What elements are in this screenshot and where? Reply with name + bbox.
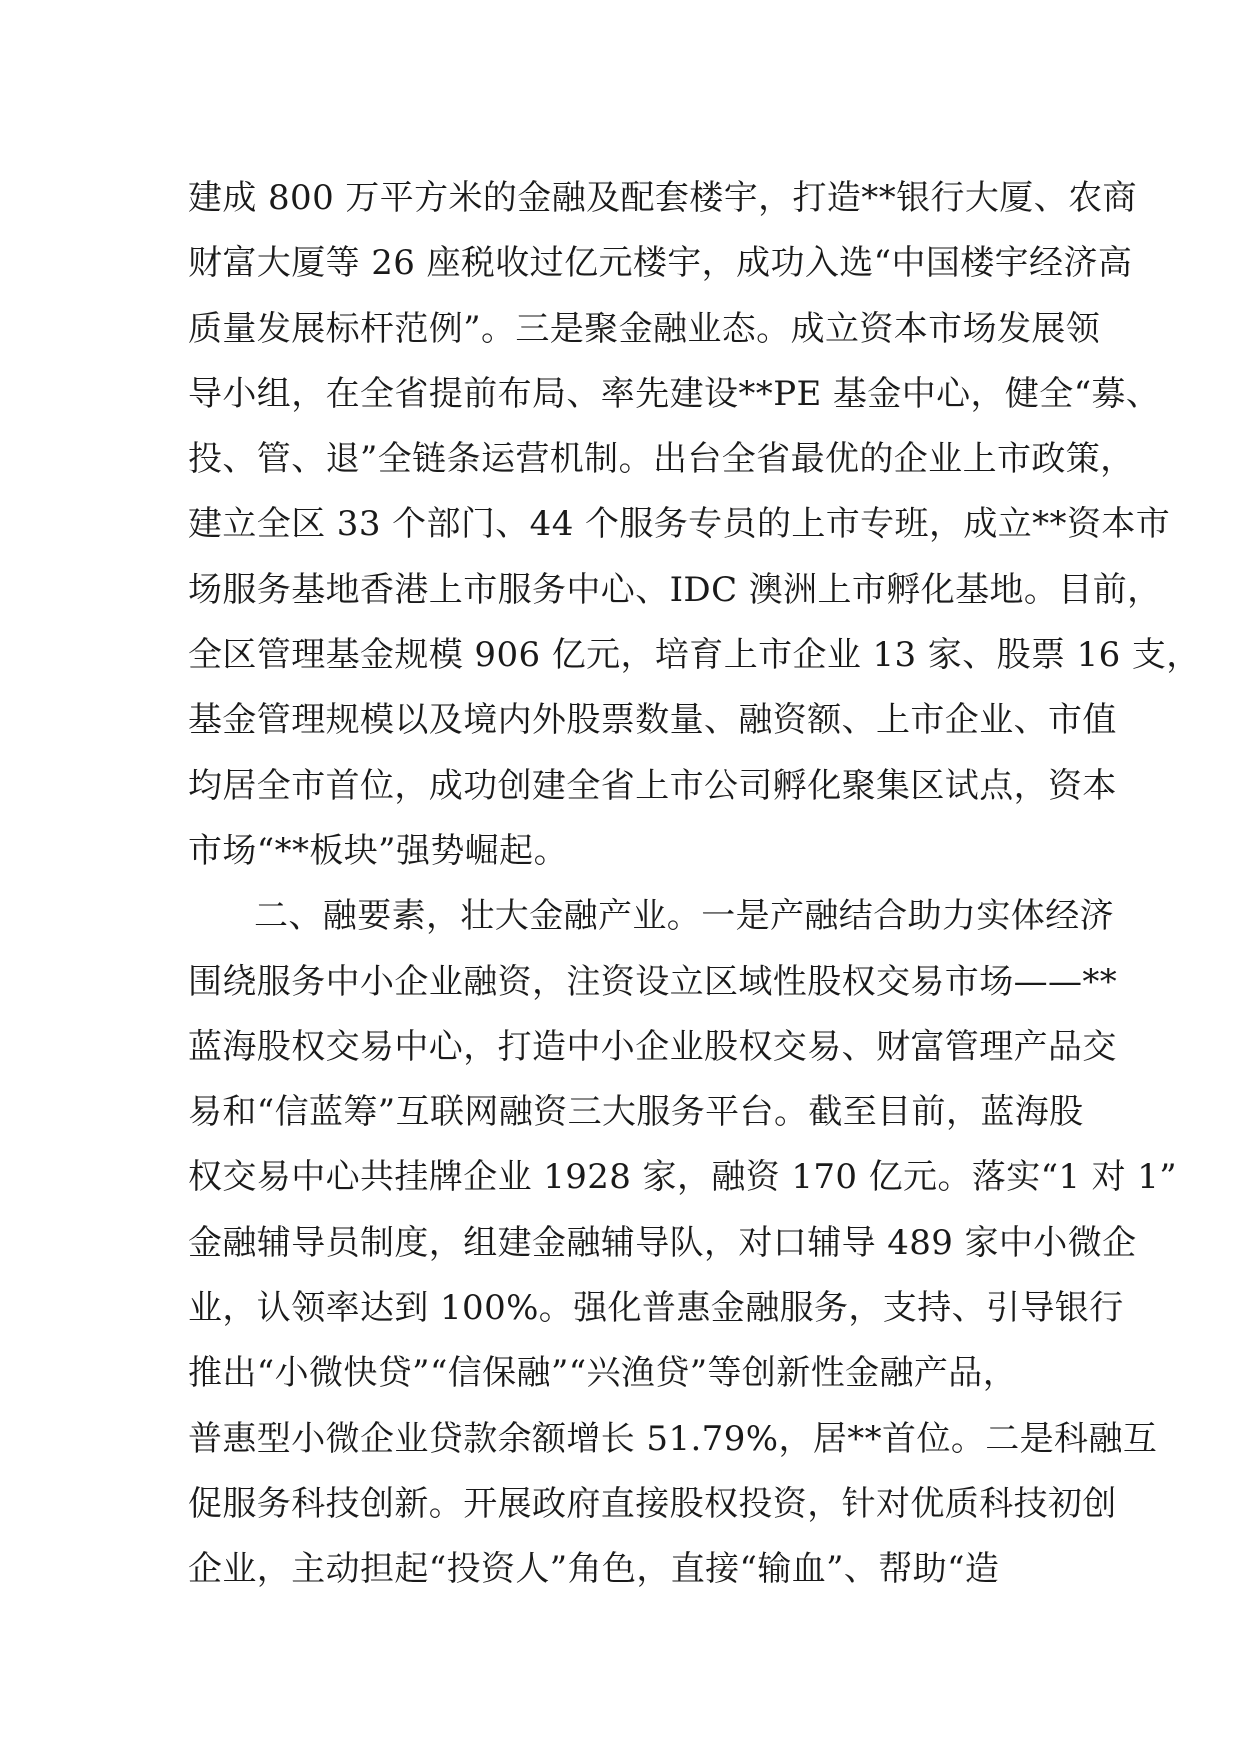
text-line: 业，认领率达到 100%。强化普惠金融服务，支持、引导银行 [188,1288,1124,1329]
text-line: 推出“小微快贷”“信保融”“兴渔贷”等创新性金融产品， [188,1353,1018,1394]
text-line: 市场“**板块”强势崛起。 [188,830,568,871]
text-line: 普惠型小微企业贷款余额增长 51.79%，居**首位。二是科融互 [188,1418,1158,1459]
text-line: 全区管理基金规模 906 亿元，培育上市企业 13 家、股票 16 支， [188,635,1201,676]
text-line: 场服务基地香港上市服务中心、IDC 澳洲上市孵化基地。目前， [188,569,1162,610]
text-line: 建立全区 33 个部门、44 个服务专员的上市专班，成立**资本市 [188,504,1171,545]
text-line: 金融辅导员制度，组建金融辅导队，对口辅导 489 家中小微企 [188,1222,1137,1263]
text-line: 促服务科技创新。开展政府直接股权投资，针对优质科技初创 [188,1483,1117,1524]
text-line: 围绕服务中小企业融资，注资设立区域性股权交易市场——** [188,961,1118,1002]
text-line: 权交易中心共挂牌企业 1928 家，融资 170 亿元。落实“1 对 1” [188,1157,1178,1198]
text-line: 均居全市首位，成功创建全省上市公司孵化聚集区试点，资本 [188,765,1117,806]
text-line: 建成 800 万平方米的金融及配套楼宇，打造**银行大厦、农商 [188,178,1137,218]
text-line: 易和“信蓝筹”互联网融资三大服务平台。截至目前，蓝海股 [188,1092,1084,1133]
section-heading-line: 二、融要素，壮大金融产业。一是产融结合助力实体经济 [254,896,1114,937]
text-line: 投、管、退”全链条运营机制。出台全省最优的企业上市政策， [188,439,1135,480]
document-body [188,166,1201,1603]
text-line: 导小组，在全省提前布局、率先建设**PE 基金中心，健全“募、 [188,373,1161,414]
text-line: 财富大厦等 26 座税收过亿元楼宇，成功入选“中国楼宇经济高 [188,243,1133,284]
text-line: 基金管理规模以及境内外股票数量、融资额、上市企业、市值 [188,700,1117,741]
text-line: 蓝海股权交易中心，打造中小企业股权交易、财富管理产品交 [188,1026,1117,1067]
text-line: 企业，主动担起“投资人”角色，直接“输血”、帮助“造 [188,1549,1000,1590]
text-line: 质量发展标杆范例”。三是聚金融业态。成立资本市场发展领 [188,308,1101,349]
